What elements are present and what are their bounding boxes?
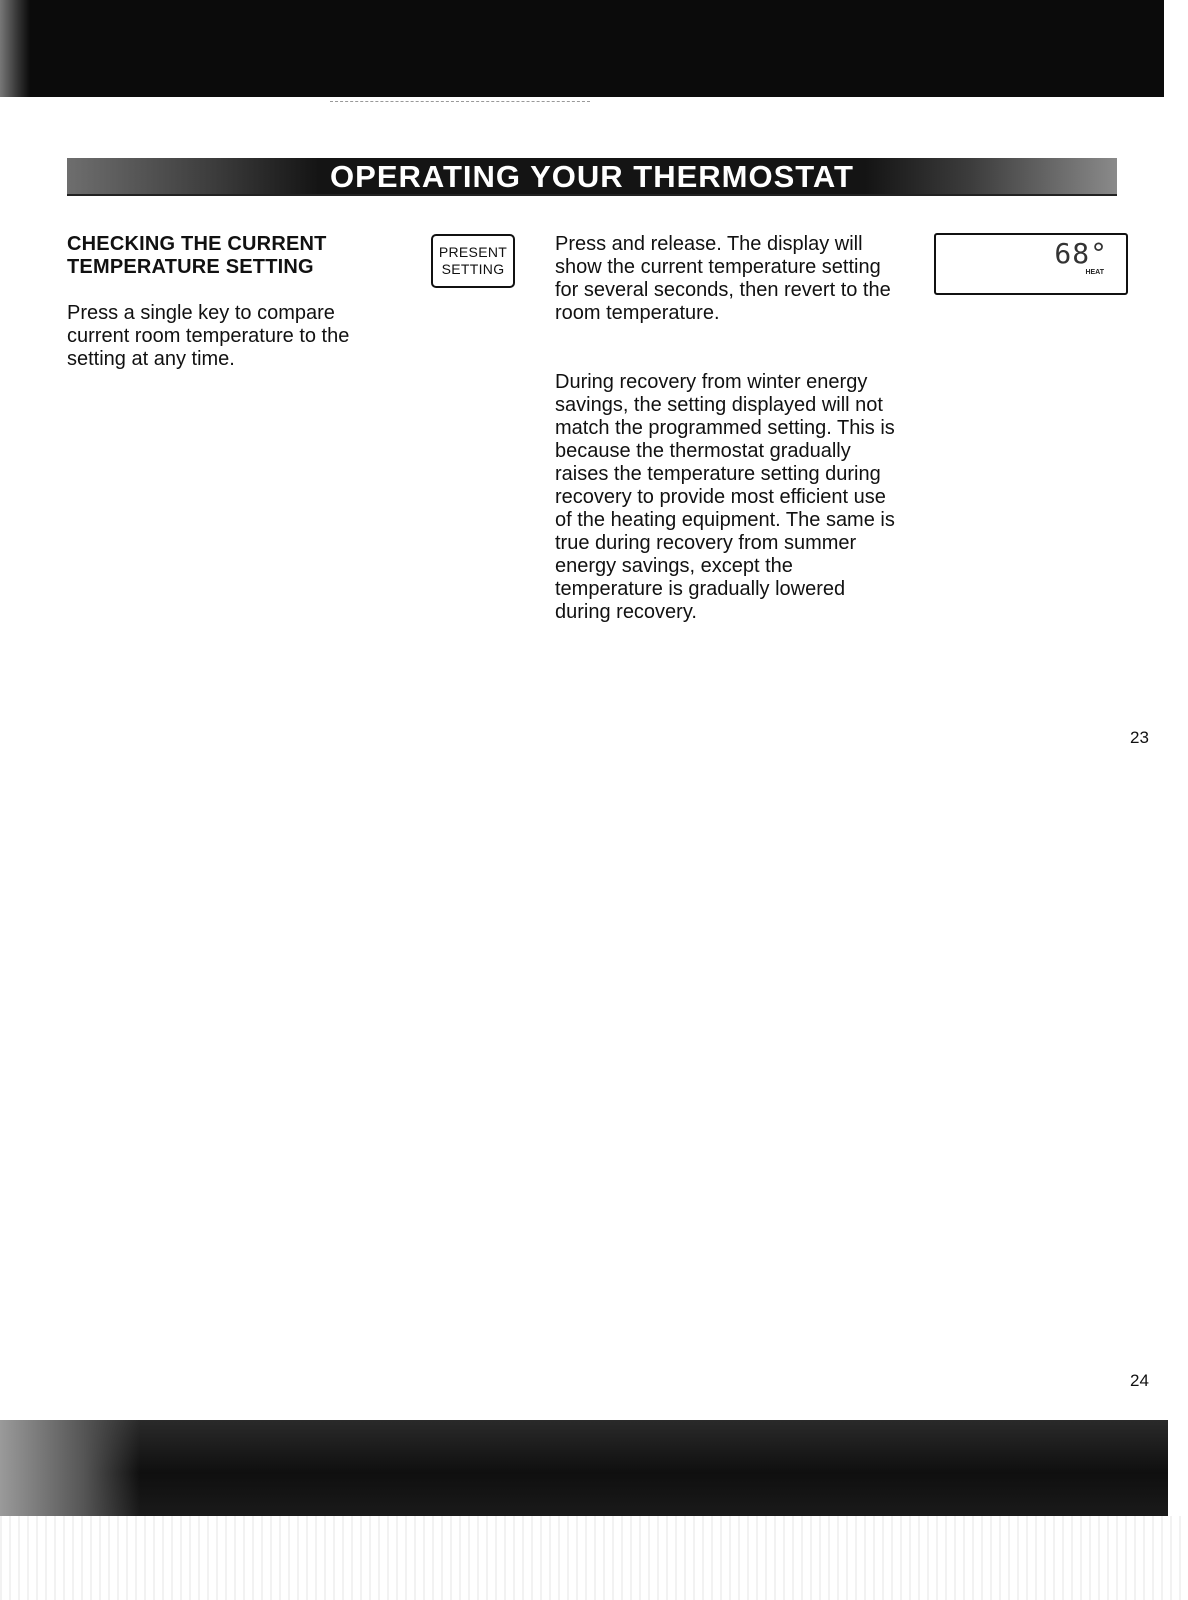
section-heading-line-1: CHECKING THE CURRENT [67,233,327,255]
page-number-23: 23 [1130,728,1149,747]
title-banner [67,158,1117,196]
display-mode: HEAT [1085,269,1104,276]
divider-line [330,101,590,102]
key-label-line-1: PRESENT [438,244,508,260]
section-heading-line-2: TEMPERATURE SETTING [67,256,314,278]
page-title: OPERATING YOUR THERMOSTAT [330,159,854,194]
thermostat-display [934,233,1128,295]
present-setting-key [431,234,515,288]
bottom-scan-band [0,1420,1168,1516]
top-scan-band [0,0,1164,97]
section-intro: Press a single key to compare current room temperature to the setting at any time. [67,302,350,370]
section-heading [67,233,397,279]
display-temperature: 68° [1054,237,1108,270]
instruction-paragraph-1: Press and release. The display will show the current temperature setting for several seconds, then revert to the room temperature. [555,233,891,324]
key-label-line-2: SETTING [441,261,505,277]
instruction-paragraph-2: During recovery from winter energy savings, the setting displayed will not match the programmed setting. This is because the thermostat gradually raises the temperature setting during recovery to provide most efficient use of the heating equipment. The same is true during recovery from summer energy savings, except the temperature is gradually lowered during recovery. [555,371,895,623]
page-number-24: 24 [1130,1371,1149,1390]
scan-noise [0,1516,1188,1600]
